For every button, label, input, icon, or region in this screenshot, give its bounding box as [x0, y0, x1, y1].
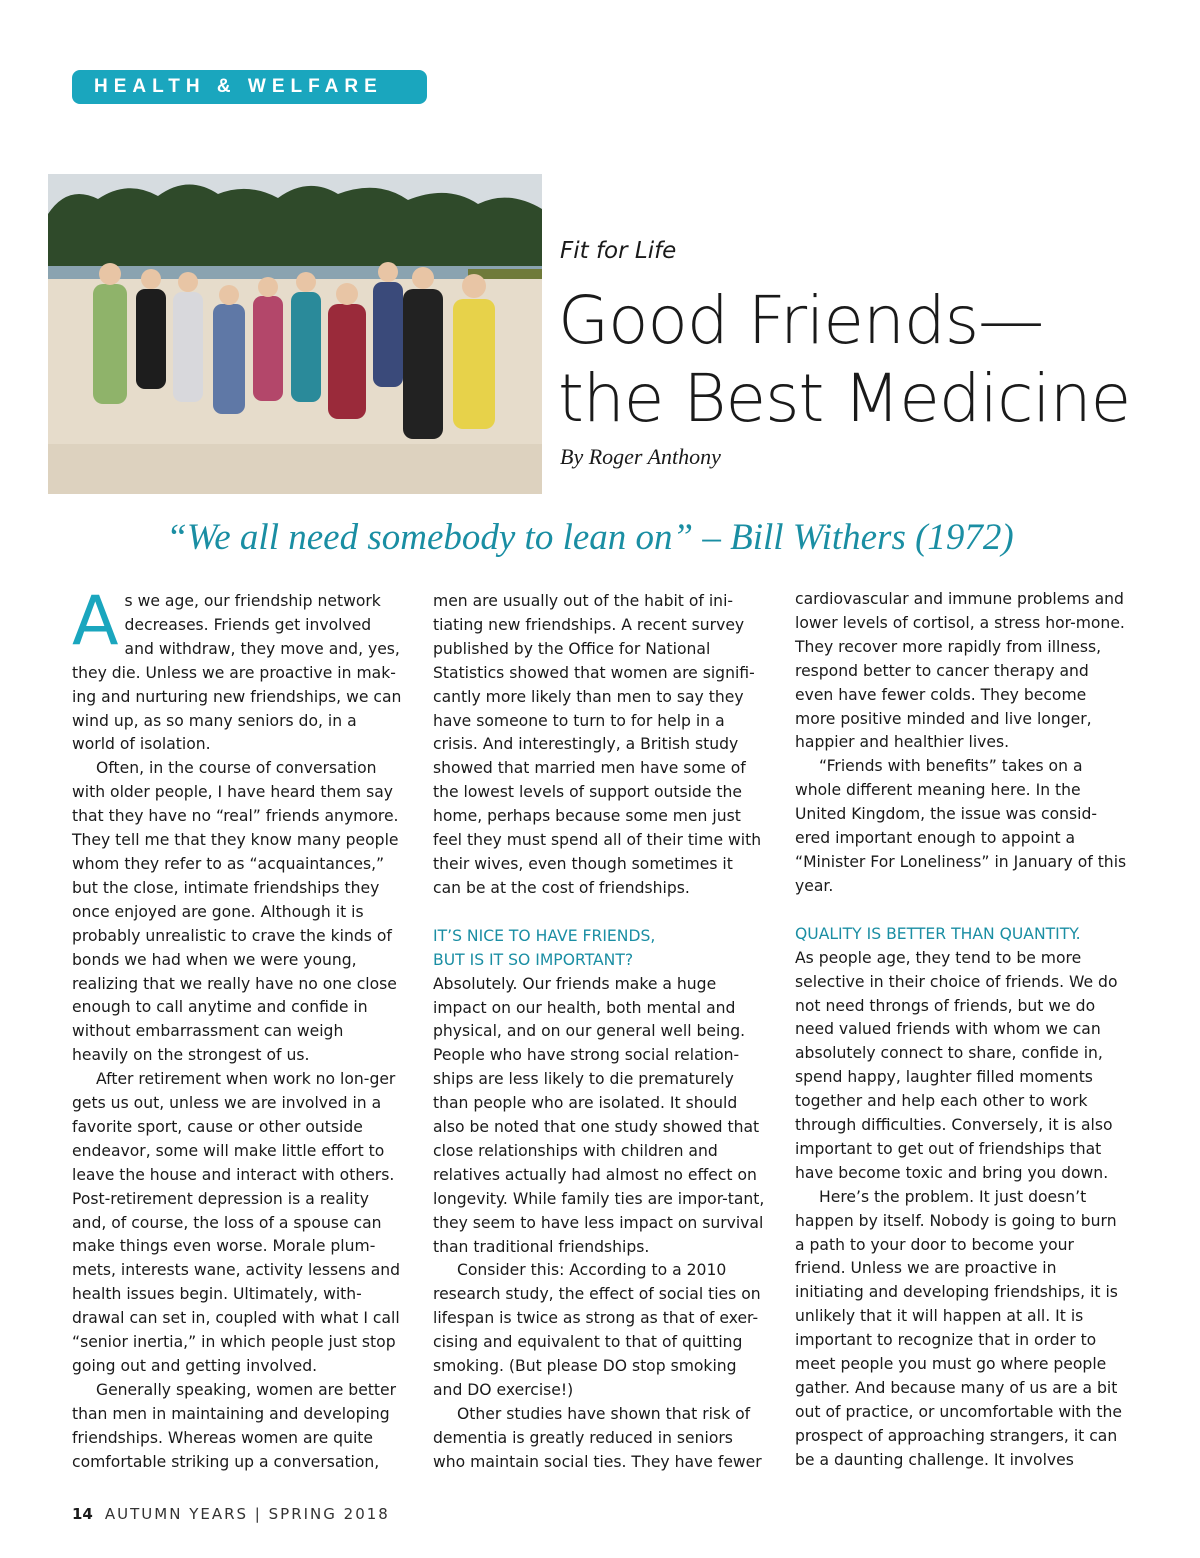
column-1: [72, 582, 404, 1475]
article-headline: [558, 282, 1178, 438]
page-footer: [72, 1505, 390, 1523]
paragraph: Here’s the problem. It just doesn’t happen by itself. Nobody is going to burn a path to your door to become your friend. Unless we are proactive in initiating and developing friendships, it is unlikely that it will happen at all. It is important to recognize that in order to meet people you must go where people gather. And because many of us are a bit out of practice, or uncomfortable with the prospect of approaching strangers, it can be a daunting challenge. It involves: [795, 1187, 1122, 1469]
paragraph: As people age, they tend to be more selective in their choice of friends. We do not need throngs of friends, but we do need valued friends with whom we can absolutely connect to share, confide in, spend happy, laughter filled moments together and help each other to work through difficulties. Conversely, it is also important to get out of friendships that have become toxic and bring you down.: [795, 948, 1118, 1182]
paragraph: Often, in the course of conversation with older people, I have heard them say that they have no “real” friends anymore. They tell me that they know many people whom they refer to as “acquaintances,” but the close, intimate friendships they once enjoyed are gone. Although it is probably unrealistic to crave the kinds of bonds we had when we were young, realizing that we really have no one close enough to call anytime and confide in without embarrassment can weigh heavily on the strongest of us.: [72, 759, 399, 1065]
paragraph: After retirement when work no lon-ger gets us out, unless we are involved in a favorite sport, cause or other outside endeavor, some will make little effort to leave the house and interact with others. Post-retirement depression is a reality and, of course, the loss of a spouse can make things even worse. Morale plum-mets, interests wane, activity lessens and health issues begin. Ultimately, with-drawal can set in, coupled with what I call “senior inertia,” in which people just stop going out and getting involved.: [72, 1070, 401, 1375]
page-number: 14: [72, 1505, 93, 1523]
column-2: [433, 590, 765, 1475]
paragraph-text: s we age, our friendship network decreases. Friends get involved and withdraw, they move and, yes, they die. Unless we are proactive in mak-ing and nurturing new friendships, we can wind up, as so many seniors do, in a world of isolation.: [72, 592, 402, 754]
subheading-line-2: BUT IS IT SO IMPORTANT?: [433, 950, 634, 969]
headline-line-2: the Best Medicine: [558, 360, 1131, 437]
headline-line-1: Good Friends—: [558, 282, 1044, 359]
drop-cap: A: [72, 582, 119, 661]
paragraph: [72, 582, 404, 757]
subheading: QUALITY IS BETTER THAN QUANTITY.: [795, 924, 1081, 943]
paragraph: Generally speaking, women are better than men in maintaining and developing friendships. Whereas women are quite comfortable striking up a conversation,: [72, 1380, 397, 1471]
paragraph: cardiovascular and immune problems and lower levels of cortisol, a stress hor-mone. They recover more rapidly from illness, respond better to cancer therapy and even have fewer colds. They become more positive minded and live longer, happier and healthier lives.: [795, 590, 1125, 752]
paragraph: “Friends with benefits” takes on a whole different meaning here. In the United Kingdom, the issue was consid-ered important enough to appoint a “Minister For Loneliness” in January of this year.: [795, 757, 1127, 895]
group-photo: [48, 174, 542, 494]
article-byline: By Roger Anthony: [560, 444, 721, 469]
paragraph: Other studies have shown that risk of dementia is greatly reduced in seniors who maintain social ties. They have fewer: [433, 1404, 762, 1471]
column-3: [795, 590, 1127, 1473]
paragraph: men are usually out of the habit of ini-tiating new friendships. A recent survey published by the Office for National Statistics showed that women are signifi-cantly more likely than men to say they have someone to turn to for help in a crisis. And interestingly, a British study showed that married men have some of the lowest levels of support outside the home, perhaps because some men just feel they must spend all of their time with their wives, even though sometimes it can be at the cost of friendships.: [433, 592, 762, 897]
section-tab: HEALTH & WELFARE: [72, 70, 427, 104]
publication-info: AUTUMN YEARS | SPRING 2018: [104, 1505, 390, 1523]
pull-quote: “We all need somebody to lean on” – Bill Withers (1972): [166, 517, 1014, 558]
paragraph: Absolutely. Our friends make a huge impact on our health, both mental and physical, and on our general well being. People who have strong social relation-ships are less likely to die prematurely than people who are isolated. It should also be noted that one study showed that close relationships with children and relatives actually had almost no effect on longevity. While family ties are impor-tant, they seem to have less impact on survival than traditional friendships.: [433, 974, 765, 1256]
subheading: [433, 925, 765, 973]
article-kicker: Fit for Life: [560, 238, 677, 264]
subheading-line-1: IT’S NICE TO HAVE FRIENDS,: [433, 926, 656, 945]
paragraph: Consider this: According to a 2010 research study, the effect of social ties on lifespan is twice as strong as that of exer-cising and equivalent to that of quitting smoking. (But please DO stop smoking and DO exercise!): [433, 1261, 761, 1399]
